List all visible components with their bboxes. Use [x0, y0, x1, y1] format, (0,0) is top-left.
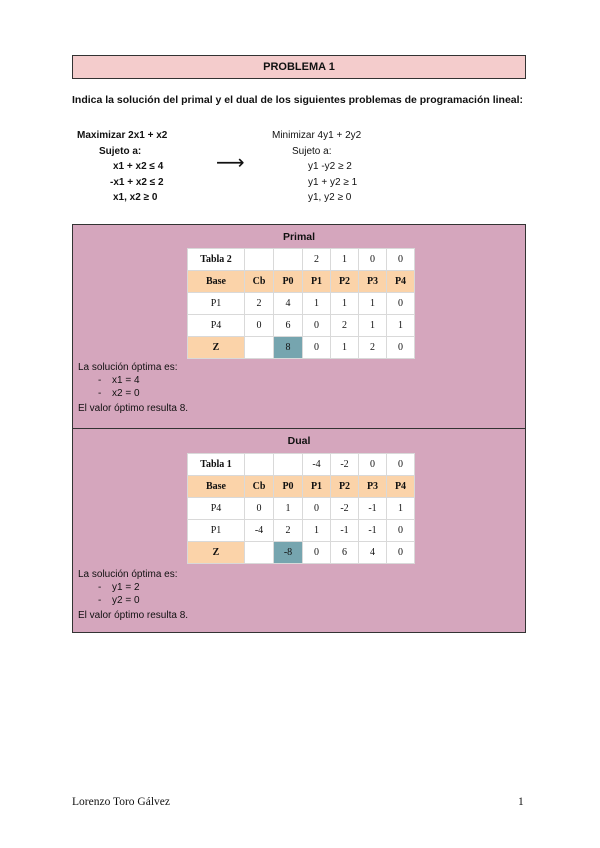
table-header: Base	[188, 476, 245, 498]
table-z-row	[188, 542, 415, 564]
dual-simplex-table	[187, 453, 415, 564]
table-cell: 0	[387, 520, 415, 542]
dual-problem	[272, 128, 361, 206]
list-item: - y2 = 0	[98, 595, 140, 606]
problem-title: PROBLEMA 1	[72, 55, 526, 79]
list-item: - x2 = 0	[98, 388, 140, 399]
instruction-text: Indica la solución del primal y el dual de los siguientes problemas de programación lineal:	[72, 94, 524, 106]
table-cell: 1	[387, 315, 415, 337]
primal-solution	[78, 361, 188, 415]
solution-x1: x1 = 4	[112, 375, 140, 386]
solution-y2: y2 = 0	[112, 595, 140, 606]
table-header: P0	[274, 476, 303, 498]
table-cell: 1	[331, 249, 359, 271]
table-cell	[245, 454, 274, 476]
table-cell: 1	[331, 293, 359, 315]
optimal-value-text: El valor óptimo resulta 8.	[78, 403, 189, 414]
dual-subject-to: Sujeto a:	[292, 145, 332, 157]
table-header: P3	[359, 476, 387, 498]
table-cell: P1	[188, 293, 245, 315]
table-header-row	[188, 271, 415, 293]
table-cell: 6	[331, 542, 359, 564]
table-cell: 0	[387, 293, 415, 315]
table-cell: -4	[303, 454, 331, 476]
table-cell: -1	[359, 498, 387, 520]
table-cell: 2	[303, 249, 331, 271]
table-z-row	[188, 337, 415, 359]
table-cell: -1	[331, 520, 359, 542]
dual-objective: Minimizar 4y1 + 2y2	[272, 130, 362, 141]
dual-heading: Dual	[287, 435, 311, 447]
primal-section	[72, 224, 526, 429]
solution-label: La solución óptima es:	[78, 362, 178, 373]
table-cell: 6	[274, 315, 303, 337]
table-cell: P1	[188, 520, 245, 542]
table-cell: -1	[359, 520, 387, 542]
optimal-value-cell: 8	[274, 337, 303, 359]
table-row	[188, 315, 415, 337]
table-cell	[245, 337, 274, 359]
table-cell: 1	[331, 337, 359, 359]
dual-constraint-3: y1, y2 ≥ 0	[308, 192, 352, 203]
table-cell: 2	[245, 293, 274, 315]
table-corner: Tabla 2	[188, 249, 245, 271]
table-cell: 0	[359, 454, 387, 476]
table-cell: 1	[303, 520, 331, 542]
table-row	[188, 293, 415, 315]
table-cell: Z	[188, 337, 245, 359]
page-number: 1	[518, 796, 524, 808]
table-cell: 0	[387, 542, 415, 564]
table-header: P2	[331, 271, 359, 293]
table-cell: 1	[359, 315, 387, 337]
table-row	[188, 498, 415, 520]
table-top-row	[188, 454, 415, 476]
table-corner: Tabla 1	[188, 454, 245, 476]
dual-constraint-2: y1 + y2 ≥ 1	[308, 176, 358, 188]
table-cell: 0	[245, 315, 274, 337]
primal-constraint-1: x1 + x2 ≤ 4	[113, 161, 164, 172]
table-cell: 1	[387, 498, 415, 520]
table-header: P2	[331, 476, 359, 498]
table-cell: 0	[387, 454, 415, 476]
table-header: P4	[387, 476, 415, 498]
primal-subject-to: Sujeto a:	[99, 145, 142, 157]
arrow-icon: ⟶	[216, 152, 245, 174]
footer-author: Lorenzo Toro Gálvez	[72, 796, 170, 808]
dual-constraint-1: y1 -y2 ≥ 2	[308, 161, 352, 172]
table-cell: P4	[188, 498, 245, 520]
solution-x2: x2 = 0	[112, 388, 140, 399]
table-header: P1	[303, 476, 331, 498]
primal-heading: Primal	[282, 231, 316, 243]
table-cell: 4	[359, 542, 387, 564]
table-cell: Z	[188, 542, 245, 564]
table-cell: 1	[359, 293, 387, 315]
optimal-value-text: El valor óptimo resulta 8.	[78, 610, 189, 621]
primal-constraint-3: x1, x2 ≥ 0	[113, 192, 158, 203]
table-cell: 0	[303, 498, 331, 520]
table-header: Cb	[245, 271, 274, 293]
table-cell: 2	[359, 337, 387, 359]
table-cell: 1	[274, 498, 303, 520]
table-cell: 0	[303, 542, 331, 564]
table-cell: 0	[303, 315, 331, 337]
table-cell: 1	[303, 293, 331, 315]
table-top-row	[188, 249, 415, 271]
table-header: Base	[188, 271, 245, 293]
list-item: - x1 = 4	[98, 375, 140, 386]
table-cell	[274, 249, 303, 271]
table-cell	[245, 542, 274, 564]
solution-y1: y1 = 2	[112, 582, 140, 593]
table-header: P1	[303, 271, 331, 293]
table-cell	[245, 249, 274, 271]
table-cell	[274, 454, 303, 476]
primal-simplex-table	[187, 248, 415, 359]
table-header: P0	[274, 271, 303, 293]
table-header: P3	[359, 271, 387, 293]
table-header-row	[188, 476, 415, 498]
primal-constraint-2: -x1 + x2 ≤ 2	[110, 176, 164, 188]
solution-label: La solución óptima es:	[78, 569, 178, 580]
table-cell: -2	[331, 454, 359, 476]
table-cell: 2	[274, 520, 303, 542]
table-cell: 2	[331, 315, 359, 337]
list-item: - y1 = 2	[98, 582, 140, 593]
table-cell: 0	[387, 249, 415, 271]
table-header: Cb	[245, 476, 274, 498]
table-header: P4	[387, 271, 415, 293]
primal-objective: Maximizar 2x1 + x2	[77, 130, 168, 141]
table-cell: 0	[359, 249, 387, 271]
table-cell: P4	[188, 315, 245, 337]
optimal-value-cell: -8	[274, 542, 303, 564]
table-cell: 0	[303, 337, 331, 359]
table-cell: 0	[245, 498, 274, 520]
table-cell: 0	[387, 337, 415, 359]
table-cell: -2	[331, 498, 359, 520]
dual-section	[72, 428, 526, 633]
primal-problem	[77, 128, 167, 206]
table-cell: -4	[245, 520, 274, 542]
dual-solution	[78, 568, 188, 622]
table-cell: 4	[274, 293, 303, 315]
table-row	[188, 520, 415, 542]
